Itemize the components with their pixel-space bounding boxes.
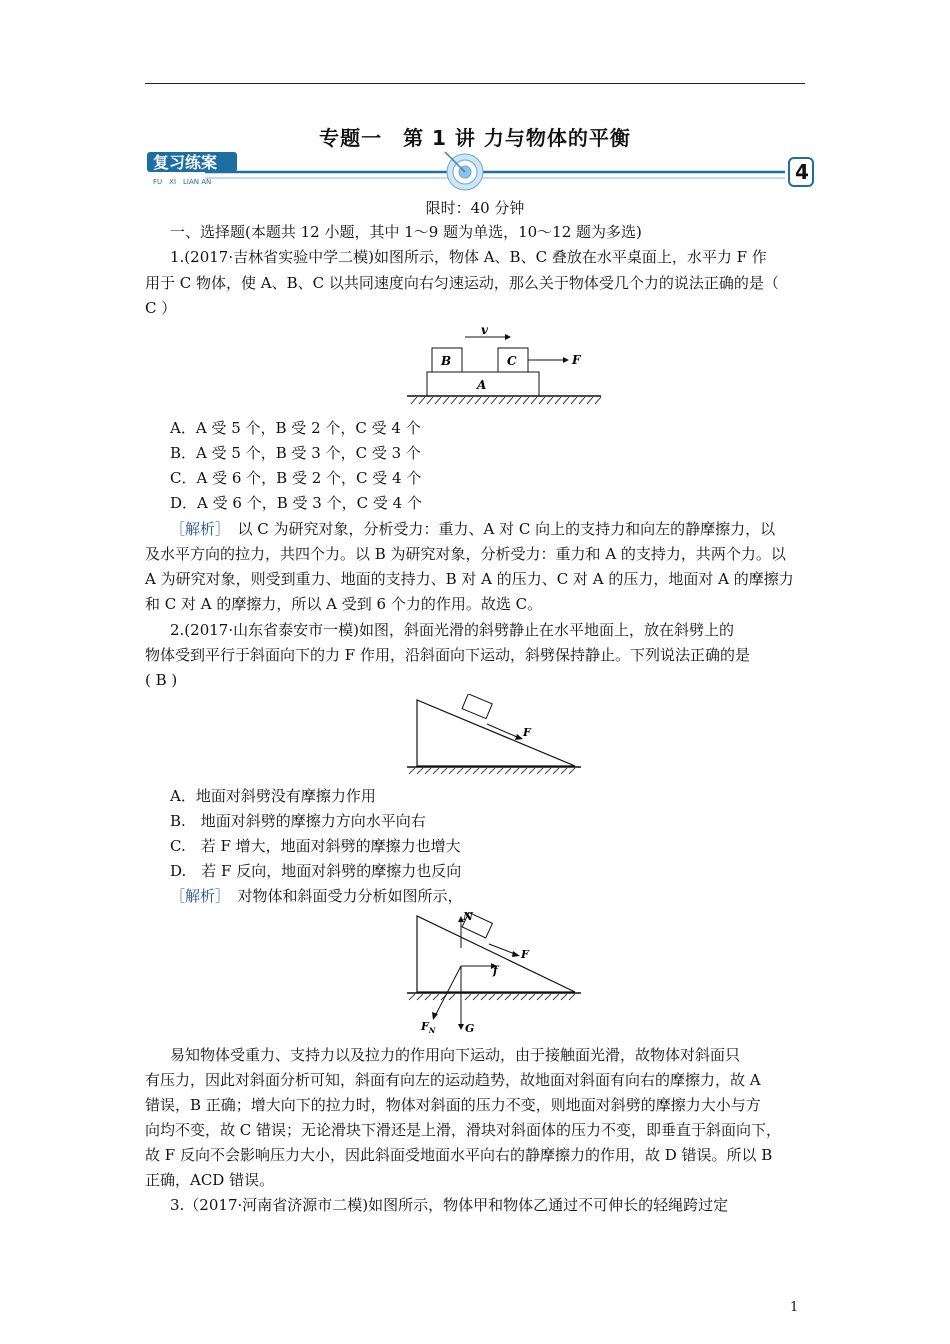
q1-analysis-text1: 以 C 为研究对象，分析受力：重力、A 对 C 向上的支持力和向左的静摩擦力，以 bbox=[222, 520, 776, 538]
banner-number: 4 bbox=[795, 160, 809, 184]
q1-fig-F: F bbox=[572, 353, 581, 367]
q2-fig2-G: G bbox=[465, 1022, 475, 1035]
page-number: 1 bbox=[790, 1300, 799, 1315]
q1-fig-v: v bbox=[481, 324, 488, 337]
time-limit: 限时：40 分钟 bbox=[425, 199, 525, 217]
q2-analysis-line5: 故 F 反向不会影响压力大小，因此斜面受地面水平向右的静摩擦力的作用，故 D 错误。所以 B bbox=[145, 1146, 773, 1164]
q1-option-a: A．A 受 5 个，B 受 2 个，C 受 4 个 bbox=[170, 419, 421, 437]
q1-fig-C: C bbox=[507, 354, 517, 368]
q2-analysis-line2: 有压力，因此对斜面分析可知，斜面有向左的运动趋势，故地面对斜面有向右的摩擦力，故 A bbox=[145, 1071, 761, 1089]
q1-fig-A: A bbox=[477, 378, 487, 392]
review-banner bbox=[145, 148, 815, 192]
q1-fig-B: B bbox=[441, 354, 452, 368]
q2-analysis-line1: 易知物体受重力、支持力以及拉力的作用向下运动，由于接触面光滑，故物体对斜面只 bbox=[170, 1046, 741, 1064]
q1-analysis-line1 bbox=[170, 517, 775, 541]
q2-stem-line1: 2.(2017·山东省泰安市一模)如图，斜面光滑的斜劈静止在水平地面上，放在斜劈上的 bbox=[170, 621, 734, 639]
q1-stem-line2: 用于 C 物体，使 A、B、C 以共同速度向右匀速运动，那么关于物体受几个力的说法正确的是（ bbox=[145, 274, 779, 292]
q1-analysis-line4: 和 C 对 A 的摩擦力，所以 A 受到 6 个力的作用。故选 C。 bbox=[145, 595, 543, 613]
q2-fig2-FN: $F_N$ bbox=[421, 1020, 436, 1035]
q2-option-a: A．地面对斜劈没有摩擦力作用 bbox=[170, 787, 376, 805]
q2-analysis-intro: 对物体和斜面受力分析如图所示， bbox=[222, 887, 463, 905]
q2-fig2-f: f bbox=[493, 964, 498, 977]
q2-option-b: B. 地面对斜劈的摩擦力方向水平向右 bbox=[170, 812, 426, 830]
q2-analysis-line3: 错误，B 正确；增大向下的拉力时，物体对斜面的压力不变，则地面对斜劈的摩擦力大小与方 bbox=[145, 1096, 761, 1114]
q2-stem-line2: 物体受到平行于斜面向下的力 F 作用，沿斜面向下运动，斜劈保持静止。下列说法正确的是 bbox=[145, 646, 750, 664]
q2-fig-F: F bbox=[523, 726, 531, 739]
q2-option-d: D. 若 F 反向，地面对斜劈的摩擦力也反向 bbox=[170, 862, 462, 880]
q2-analysis-line6: 正确，ACD 错误。 bbox=[145, 1171, 275, 1189]
q2-fig2-N: N bbox=[463, 910, 474, 923]
q1-option-c: C．A 受 6 个，B 受 2 个，C 受 4 个 bbox=[170, 469, 422, 487]
q2-analysis-line4: 向均不变，故 C 错误；无论滑块下滑还是上滑，滑块对斜面体的压力不变，即垂直于斜面向下， bbox=[145, 1121, 782, 1139]
banner-pinyin: FU XI LIAN AN bbox=[153, 178, 212, 186]
header-rule bbox=[145, 83, 805, 84]
q1-analysis-line3: A 为研究对象，则受到重力、地面的支持力、B 对 A 的压力、C 对 A 的压力，地面对 A 的摩擦力 bbox=[145, 570, 794, 588]
q2-fig2-F: F bbox=[521, 948, 529, 961]
q1-figure bbox=[405, 324, 605, 410]
q1-option-d: D．A 受 6 个，B 受 3 个，C 受 4 个 bbox=[170, 494, 422, 512]
q2-force-diagram bbox=[405, 908, 585, 1036]
q2-analysis-intro-line bbox=[170, 884, 463, 908]
banner-label: 复习练案 bbox=[153, 153, 218, 172]
q1-analysis-line2: 及水平方向的拉力，共四个力。以 B 为研究对象，分析受力：重力和 A 的支持力，共两个力。以 bbox=[145, 545, 786, 563]
q2-figure bbox=[405, 694, 585, 776]
target-icon bbox=[445, 152, 483, 190]
page-title: 专题一 第 1 讲 力与物体的平衡 bbox=[319, 126, 631, 150]
q3-stem-line1: 3.（2017·河南省济源市二模)如图所示，物体甲和物体乙通过不可伸长的轻绳跨过定 bbox=[170, 1196, 729, 1214]
section-heading: 一、选择题(本题共 12 小题，其中 1～9 题为单选，10～12 题为多选) bbox=[170, 223, 642, 241]
q2-option-c: C. 若 F 增大，地面对斜劈的摩擦力也增大 bbox=[170, 837, 461, 855]
q1-option-b: B．A 受 5 个，B 受 3 个，C 受 3 个 bbox=[170, 444, 421, 462]
q1-stem-line1: 1.(2017·吉林省实验中学二模)如图所示，物体 A、B、C 叠放在水平桌面上，水平力 F 作 bbox=[170, 248, 767, 266]
q1-stem-line3: C ） bbox=[145, 299, 177, 317]
q1-analysis-tag: ［解析］ bbox=[170, 520, 223, 538]
q2-stem-line3: ( B ) bbox=[145, 671, 178, 689]
q2-analysis-tag: ［解析］ bbox=[170, 887, 223, 905]
